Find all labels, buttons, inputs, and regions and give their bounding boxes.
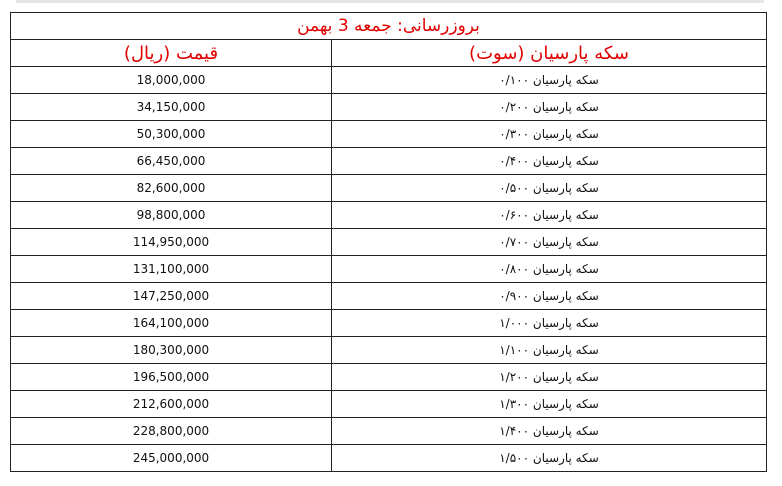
coin-name-cell: سکه پارسیان ۰/۱۰۰: [332, 67, 767, 94]
coin-name-cell: سکه پارسیان ۱/۴۰۰: [332, 418, 767, 445]
table-row: [11, 148, 767, 175]
table-row: [11, 445, 767, 472]
coin-name-cell: سکه پارسیان ۰/۸۰۰: [332, 256, 767, 283]
table-row: [11, 418, 767, 445]
table-row: [11, 202, 767, 229]
coin-name-cell: سکه پارسیان ۱/۱۰۰: [332, 337, 767, 364]
price-cell: 50,300,000: [11, 121, 332, 148]
column-header-name: سکه پارسیان (سوت): [332, 40, 767, 67]
coin-name-cell: سکه پارسیان ۰/۳۰۰: [332, 121, 767, 148]
price-cell: 180,300,000: [11, 337, 332, 364]
coin-name-cell: سکه پارسیان ۰/۹۰۰: [332, 283, 767, 310]
price-cell: 212,600,000: [11, 391, 332, 418]
coin-name-cell: سکه پارسیان ۰/۵۰۰: [332, 175, 767, 202]
coin-name-cell: سکه پارسیان ۱/۵۰۰: [332, 445, 767, 472]
coin-name-cell: سکه پارسیان ۱/۰۰۰: [332, 310, 767, 337]
table-row: [11, 229, 767, 256]
table-row: [11, 337, 767, 364]
price-cell: 245,000,000: [11, 445, 332, 472]
price-cell: 131,100,000: [11, 256, 332, 283]
column-header-price: قیمت (ریال): [11, 40, 332, 67]
price-cell: 66,450,000: [11, 148, 332, 175]
price-cell: 196,500,000: [11, 364, 332, 391]
coin-name-cell: سکه پارسیان ۰/۴۰۰: [332, 148, 767, 175]
update-title: بروزرسانی: جمعه 3 بهمن: [11, 13, 767, 40]
table-row: [11, 256, 767, 283]
price-cell: 18,000,000: [11, 67, 332, 94]
price-cell: 164,100,000: [11, 310, 332, 337]
price-cell: 34,150,000: [11, 94, 332, 121]
coin-name-cell: سکه پارسیان ۰/۷۰۰: [332, 229, 767, 256]
table-row: [11, 67, 767, 94]
price-cell: 98,800,000: [11, 202, 332, 229]
table-row: [11, 175, 767, 202]
coin-name-cell: سکه پارسیان ۰/۲۰۰: [332, 94, 767, 121]
top-divider: [16, 0, 764, 3]
coin-name-cell: سکه پارسیان ۱/۳۰۰: [332, 391, 767, 418]
table-row: [11, 121, 767, 148]
price-cell: 228,800,000: [11, 418, 332, 445]
table-row: [11, 310, 767, 337]
price-cell: 82,600,000: [11, 175, 332, 202]
price-cell: 114,950,000: [11, 229, 332, 256]
coin-name-cell: سکه پارسیان ۰/۶۰۰: [332, 202, 767, 229]
table-row: [11, 283, 767, 310]
table-row: [11, 364, 767, 391]
table-row: [11, 391, 767, 418]
price-table: [10, 12, 767, 472]
table-row: [11, 94, 767, 121]
coin-name-cell: سکه پارسیان ۱/۲۰۰: [332, 364, 767, 391]
price-cell: 147,250,000: [11, 283, 332, 310]
